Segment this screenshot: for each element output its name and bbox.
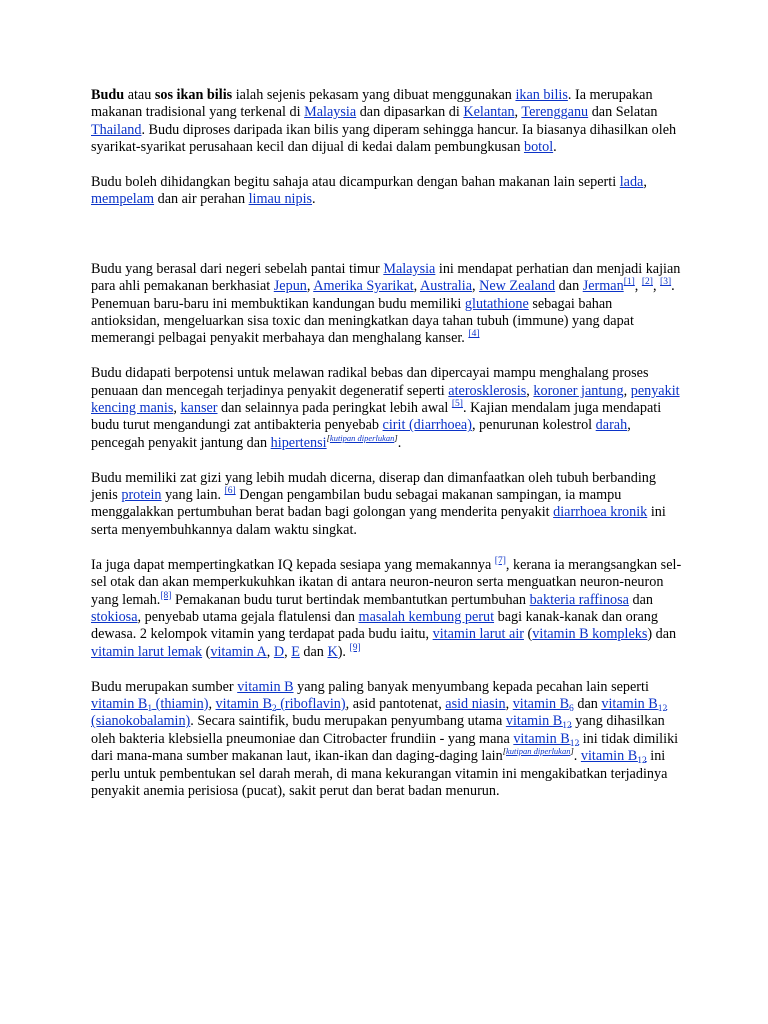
text: Dengan pengambilan budu sebagai makanan sampingan, ia mampu menggalakkan pertumbuhan berat badan bagi golongan yang menderita penyakit <box>91 487 622 521</box>
term-sos-ikan-bilis: sos ikan bilis <box>154 87 233 103</box>
link-koroner-jantung[interactable]: koroner jantung <box>533 382 624 399</box>
link-text: vitamin B <box>601 695 658 712</box>
link-vitamin-e[interactable]: E <box>291 643 300 660</box>
link-aterosklerosis[interactable]: aterosklerosis <box>448 382 527 399</box>
text: Budu yang berasal dari negeri sebelah pantai timur <box>91 260 384 277</box>
link-lada[interactable]: lada <box>619 174 644 191</box>
text: ) dan <box>647 626 677 643</box>
term-budu: Budu <box>91 87 125 103</box>
text: , <box>634 278 642 295</box>
link-thailand[interactable]: Thailand <box>91 121 142 138</box>
link-kelantan[interactable]: Kelantan <box>463 104 515 121</box>
text: . <box>397 434 402 451</box>
paragraph-nutrition <box>91 470 683 540</box>
paragraph-vitamin-b <box>91 679 683 801</box>
link-mempelam[interactable]: mempelam <box>91 191 155 208</box>
text: , <box>306 278 314 295</box>
link-jerman[interactable]: Jerman <box>582 278 624 295</box>
text: atau <box>124 87 155 103</box>
text: ini serta menyembuhkannya dalam waktu singkat. <box>91 504 666 538</box>
text: Budu didapati berpotensi untuk melawan radikal bebas dan dipercayai mampu menghalang proses penuaan dan mencegah terjadinya penyakit degeneratif seperti <box>91 365 649 399</box>
text: , <box>643 174 647 191</box>
text: ini perlu untuk pembentukan sel darah merah, di mana kekurangan vitamin ini mengakibatkan terjadinya penyakit anemia perisiosa (pucat), sakit perut dan berat badan menurun. <box>91 748 668 799</box>
link-botol[interactable]: botol <box>523 139 554 156</box>
link-penyakit-kencing-manis[interactable]: penyakit kencing manis <box>91 382 680 417</box>
link-kutipan-diperlukan[interactable]: kutipan diperlukan <box>506 746 571 757</box>
subscript: 2 <box>271 703 277 714</box>
note-bracket: [ <box>326 432 330 443</box>
link-vitamin-larut-air[interactable]: vitamin larut air <box>432 626 524 643</box>
text: , pencegah penyakit jantung dan <box>91 417 631 451</box>
paragraph-antioxidant <box>91 365 683 452</box>
ref-7[interactable]: [7] <box>494 555 506 566</box>
text: , <box>652 278 661 295</box>
text: . <box>312 191 316 208</box>
text: . Kajian mendalam juga mendapati budu turut mengandungi zat antibakteria penyebab <box>91 400 662 434</box>
text: dan selainnya pada peringkat lebih awal <box>217 400 452 417</box>
text: dan <box>555 278 583 295</box>
note-bracket: ] <box>394 432 398 443</box>
text: , <box>413 278 420 295</box>
note-bracket: [ <box>502 746 506 757</box>
text: . Ia merupakan makanan tradisional yang terkenal di <box>91 87 653 121</box>
link-limau-nipis[interactable]: limau nipis <box>248 191 313 208</box>
link-jepun[interactable]: Jepun <box>273 278 307 295</box>
text: yang paling banyak menyumbang kepada pecahan lain seperti <box>293 678 649 695</box>
text: Budu memiliki zat gizi yang lebih mudah dicerna, diserap dan dimanfaatkan oleh tubuh berbanding jenis <box>91 469 656 504</box>
text: dan <box>299 643 328 660</box>
link-text: vitamin B <box>215 695 272 712</box>
link-kutipan-diperlukan[interactable]: kutipan diperlukan <box>329 432 395 443</box>
link-vitamin-b12[interactable] <box>505 713 572 732</box>
text: yang dihasilkan oleh bakteria klebsiella pneumoniae dan Citrobacter frundiin - yang mana <box>91 713 665 747</box>
text: Ia juga dapat mempertingkatkan IQ kepada sesiapa yang memakannya <box>91 556 495 573</box>
text: dan <box>628 591 654 608</box>
text: ). <box>337 643 350 660</box>
text: , <box>472 278 480 295</box>
citation-needed <box>327 433 398 443</box>
text: , <box>173 400 181 417</box>
text: Pemakanan budu turut bertindak membantutkan pertumbuhan <box>171 591 530 608</box>
text: dan air perahan <box>154 191 249 208</box>
text: , <box>266 643 274 660</box>
subscript: 12 <box>637 756 647 767</box>
link-amerika-syarikat[interactable]: Amerika Syarikat <box>313 278 414 295</box>
text: . Penemuan baru-baru ini membuktikan kandungan budu memiliki <box>91 278 675 312</box>
link-text: vitamin B <box>512 695 570 712</box>
paragraph-research <box>91 261 683 348</box>
subscript: 6 <box>569 703 574 714</box>
link-diarrhoea-kronik[interactable]: diarrhoea kronik <box>553 504 648 521</box>
link-text: (thiamin) <box>152 695 209 712</box>
link-text: vitamin B <box>505 713 563 730</box>
text: yang lain. <box>161 487 225 504</box>
text: . <box>573 748 581 765</box>
text: , <box>505 695 513 712</box>
text: . Budu diproses daripada ikan bilis yang diperam sehingga hancur. Ia biasanya dihasilkan oleh syarikat-syarikat perusahaan kecil dan dijual di kedai dalam pembungkusan <box>91 121 677 156</box>
link-bakteria-raffinosa[interactable]: bakteria raffinosa <box>529 591 629 608</box>
text: dan <box>573 695 602 712</box>
link-vitamin-b12[interactable] <box>513 731 579 747</box>
link-vitamin-k[interactable]: K <box>327 643 338 660</box>
link-vitamin-b12[interactable] <box>580 748 647 767</box>
text: dan Selatan <box>588 104 658 121</box>
paragraph-intro <box>91 87 683 157</box>
text: Budu boleh dihidangkan begitu sahaja atau dicampurkan dengan bahan makanan lain seperti <box>91 174 620 191</box>
link-stokiosa[interactable]: stokiosa <box>91 608 138 625</box>
link-vitamin-b1-thiamin[interactable] <box>91 696 208 712</box>
citation-needed <box>503 746 574 756</box>
link-text: (sianokobalamin) <box>91 713 191 730</box>
link-cirit-diarrhoea[interactable]: cirit (diarrhoea) <box>382 417 472 434</box>
subscript: 12 <box>657 703 668 714</box>
text: , <box>284 643 292 660</box>
ref-6[interactable]: [6] <box>224 486 236 497</box>
link-terengganu[interactable]: Terengganu <box>521 104 589 121</box>
subscript: 12 <box>569 738 580 749</box>
text: , penurunan kolestrol <box>471 417 596 434</box>
paragraph-serving <box>91 174 683 209</box>
link-kanser[interactable]: kanser <box>180 400 218 417</box>
link-glutathione[interactable]: glutathione <box>464 295 529 312</box>
link-darah[interactable]: darah <box>595 417 628 434</box>
ref-2[interactable]: [2] <box>641 277 653 288</box>
text: bagi kanak-kanak dan orang dewasa. 2 kelompok vitamin yang terdapat pada budu iaitu, <box>91 608 658 643</box>
link-protein[interactable]: protein <box>121 487 162 504</box>
link-asid-niasin[interactable]: asid niasin <box>445 695 506 712</box>
text: , kerana ia merangsangkan sel-sel otak dan akan memperkukuhkan ikatan di antara neuron-neuron serta menguatkan neuron-neuron yang lemah. <box>91 556 682 608</box>
link-vitamin-a[interactable]: vitamin A <box>210 643 267 660</box>
text: , <box>514 104 522 121</box>
link-text: vitamin B <box>580 748 638 765</box>
link-text: (riboflavin) <box>276 695 346 712</box>
text: dan dipasarkan di <box>356 104 464 121</box>
text: , asid pantotenat, <box>345 695 446 712</box>
text: , <box>208 695 216 712</box>
ref-9[interactable]: [9] <box>349 642 361 653</box>
link-australia[interactable]: Australia <box>419 278 472 295</box>
ref-4[interactable]: [4] <box>468 329 480 340</box>
ref-3[interactable]: [3] <box>660 277 672 288</box>
paragraph-iq <box>91 557 683 661</box>
subscript: 1 <box>147 703 153 714</box>
link-text: vitamin B <box>513 730 570 747</box>
text: , penyebab utama gejala flatulensi dan <box>137 608 359 625</box>
ref-8[interactable]: [8] <box>160 590 172 601</box>
ref-5[interactable]: [5] <box>451 399 463 410</box>
text: sebagai bahan antioksidan, mengeluarkan sisa toxic dan meningkatkan daya tahan tubuh (immune) yang dapat memerangi pelbagai penyakit merbahaya dan menghalang kanser. <box>91 295 634 347</box>
link-vitamin-b2-riboflavin[interactable] <box>216 696 346 712</box>
text: Budu merupakan sumber <box>91 678 238 695</box>
link-hipertensi[interactable]: hipertensi <box>270 434 327 451</box>
text: , <box>526 382 534 399</box>
text: . <box>553 139 557 156</box>
link-new-zealand[interactable]: New Zealand <box>479 278 556 295</box>
ref-1[interactable]: [1] <box>623 277 635 288</box>
link-vitamin-b6[interactable] <box>513 696 574 712</box>
text: ini tidak dimiliki dari mana-mana sumber makanan laut, ikan-ikan dan daging-daging lain <box>91 730 679 765</box>
text: ( <box>202 643 211 660</box>
link-vitamin-b[interactable]: vitamin B <box>237 678 294 695</box>
text: ini mendapat perhatian dan menjadi kajian para ahli pemakanan berkhasiat <box>91 260 681 295</box>
link-ikan-bilis[interactable]: ikan bilis <box>515 87 568 103</box>
link-vitamin-b-kompleks[interactable]: vitamin B kompleks <box>532 626 648 643</box>
link-text: vitamin B <box>91 695 148 712</box>
note-bracket: ] <box>570 746 574 757</box>
subscript: 12 <box>562 721 572 732</box>
text: . Secara saintifik, budu merupakan penyumbang utama <box>190 713 506 730</box>
link-vitamin-d[interactable]: D <box>273 643 285 660</box>
text: ialah sejenis pekasam yang dibuat menggunakan <box>232 87 516 103</box>
link-malaysia[interactable]: Malaysia <box>383 260 436 277</box>
text: , <box>623 382 631 399</box>
link-vitamin-larut-lemak[interactable]: vitamin larut lemak <box>91 643 203 660</box>
text: ( <box>524 626 533 643</box>
link-malaysia[interactable]: Malaysia <box>304 104 357 121</box>
link-masalah-kembung-perut[interactable]: masalah kembung perut <box>358 608 495 625</box>
